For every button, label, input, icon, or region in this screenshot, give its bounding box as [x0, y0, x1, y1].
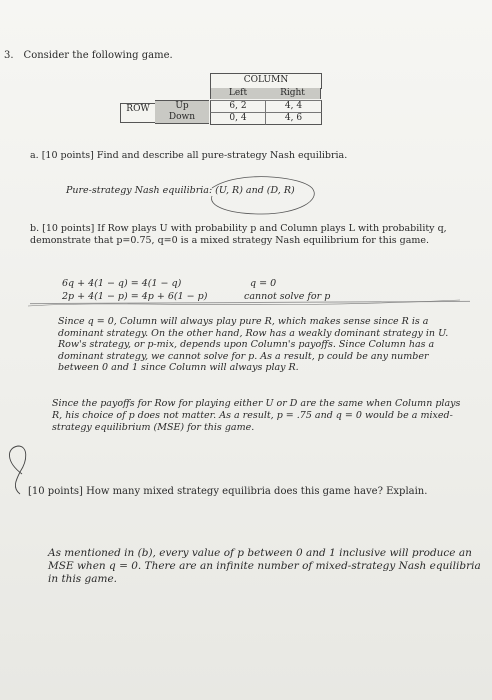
equation-row-indifference: 2p + 4(1 − p) = 4p + 6(1 − p) [62, 291, 208, 302]
row-player-header: ROW [120, 103, 156, 123]
part-c-prompt: [10 points] How many mixed strategy equilibria does this game have? Explain. [28, 486, 428, 497]
part-a-prompt: a. [10 points] Find and describe all pure-strategy Nash equilibria. [30, 150, 348, 161]
part-b-answer-paragraph-2: Since the payoffs for Row for playing either U or D are the same when Column plays R, his choice of p does not matter. As a result, p = .75 and q = 0 would be a mixed-strategy equilibrium (MSE) for this game. [52, 398, 461, 433]
equation-p-result: cannot solve for p [244, 291, 331, 302]
row-up-label: Up [155, 100, 209, 112]
column-player-header: COLUMN [210, 73, 322, 89]
payoff-down-left: 0, 4 [210, 112, 265, 125]
equation-column-indifference: 6q + 4(1 − q) = 4(1 − q) [62, 278, 182, 289]
part-b-answer-paragraph-1: Since q = 0, Column will always play pure R, which makes sense since R is a dominant strategy. On the other hand, Row has a weakly dominant strategy in U. Row's strategy, or p-mix, depends upon Column's payoffs. Since Column has a dominant strategy, we cannot solve for p. As a result, p could be any number between 0 and 1 since Column will always play R. [58, 316, 449, 374]
question-prompt: Consider the following game. [23, 50, 173, 61]
column-left-label: Left [210, 88, 265, 99]
game-payoff-table [120, 73, 320, 128]
payoff-up-left: 6, 2 [210, 100, 265, 112]
question-header [4, 50, 173, 61]
column-right-label: Right [265, 88, 321, 99]
payoff-down-right: 4, 6 [265, 112, 322, 125]
part-a-answer: Pure-strategy Nash equilibria: (U, R) and (D, R) [66, 185, 295, 196]
part-b-prompt: b. [10 points] If Row plays U with probability p and Column plays L with probability q, demonstrate that p=0.75, q=0 is a mixed strategy Nash equilibrium for this game. [30, 223, 447, 246]
row-down-label: Down [155, 112, 209, 124]
payoff-up-right: 4, 4 [265, 100, 322, 112]
part-c-answer: As mentioned in (b), every value of p between 0 and 1 inclusive will produce an MSE when q = 0. There are an infinite number of mixed-strategy Nash equilibria in this game. [48, 547, 481, 585]
equation-q-result: q = 0 [250, 278, 277, 289]
question-number: 3. [4, 50, 14, 61]
